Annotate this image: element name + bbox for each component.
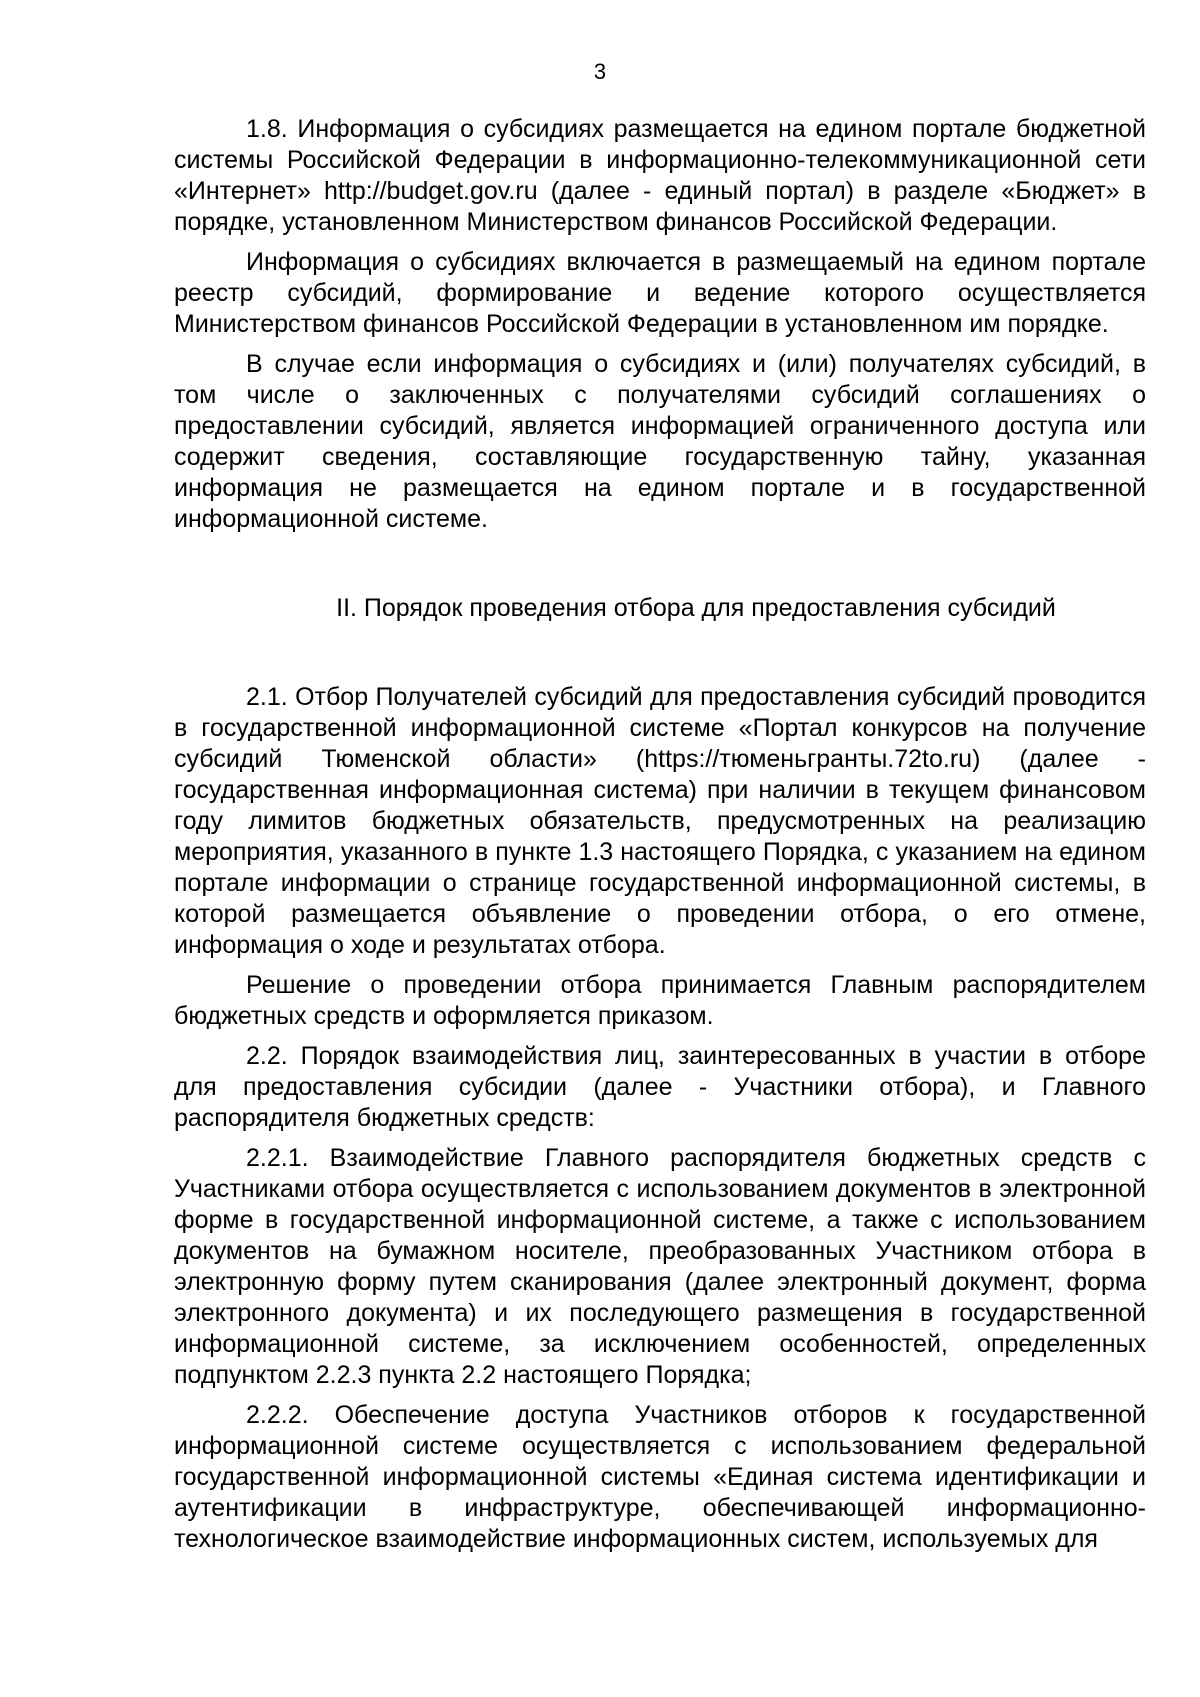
- paragraph-selection-decision: Решение о проведении отбора принимается Главным распорядителем бюджетных средств и оформляется приказом.: [174, 971, 1146, 1030]
- paragraph-restricted-info: В случае если информация о субсидиях и (или) получателях субсидий, в том числе о заключенных с получателями субсидий соглашениях о предоставлении субсидий, является информацией ограниченного доступа или содержит сведения, составляющие государственную тайну, указанная информация не размещается на едином портале и в государственной информационной системе.: [174, 350, 1146, 533]
- paragraph-registry-info: Информация о субсидиях включается в размещаемый на едином портале реестр субсидий, формирование и ведение которого осуществляется Министерством финансов Российской Федерации в установленном им порядке.: [174, 248, 1146, 338]
- section-heading-2: II. Порядок проведения отбора для предоставления субсидий: [336, 594, 1056, 622]
- document-body: [174, 114, 1146, 1564]
- paragraph-2-2-1: 2.2.1. Взаимодействие Главного распорядителя бюджетных средств с Участниками отбора осуществляется с использованием документов в электронной форме в государственной информационной системе, а также с использованием документов на бумажном носителе, преобразованных Участником отбора в электронную форму путем сканирования (далее электронный документ, форма электронного документа) и их последующего размещения в государственной информационной системе, за исключением особенностей, определенных подпунктом 2.2.3 пункта 2.2 настоящего Порядка;: [174, 1144, 1146, 1389]
- paragraph-2-1: 2.1. Отбор Получателей субсидий для предоставления субсидий проводится в государственной информационной системе «Портал конкурсов на получение субсидий Тюменской области» (https://тюменьгранты.72to.ru) (далее - государственная информационная система) при наличии в текущем финансовом году лимитов бюджетных обязательств, предусмотренных на реализацию мероприятия, указанного в пункте 1.3 настоящего Порядка, с указанием на едином портале информации о странице государственной информационной системы, в которой размещается объявление о проведении отбора, о его отмене, информация о ходе и результатах отбора.: [174, 683, 1146, 959]
- paragraph-1-8: 1.8. Информация о субсидиях размещается на едином портале бюджетной системы Российской Федерации в информационно-телекоммуникационной сети «Интернет» http://budget.gov.ru (далее - единый портал) в разделе «Бюджет» в порядке, установленном Министерством финансов Российской Федерации.: [174, 115, 1146, 236]
- paragraph-2-2: 2.2. Порядок взаимодействия лиц, заинтересованных в участии в отборе для предоставления субсидии (далее - Участники отбора), и Главного распорядителя бюджетных средств:: [174, 1042, 1146, 1132]
- paragraph-2-2-2: 2.2.2. Обеспечение доступа Участников отборов к государственной информационной системе осуществляется с использованием федеральной государственной информационной системы «Единая система идентификации и аутентификации в инфраструктуре, обеспечивающей информационно-технологическое взаимодействие информационных систем, используемых для: [174, 1401, 1146, 1553]
- page-number: 3: [593, 59, 607, 84]
